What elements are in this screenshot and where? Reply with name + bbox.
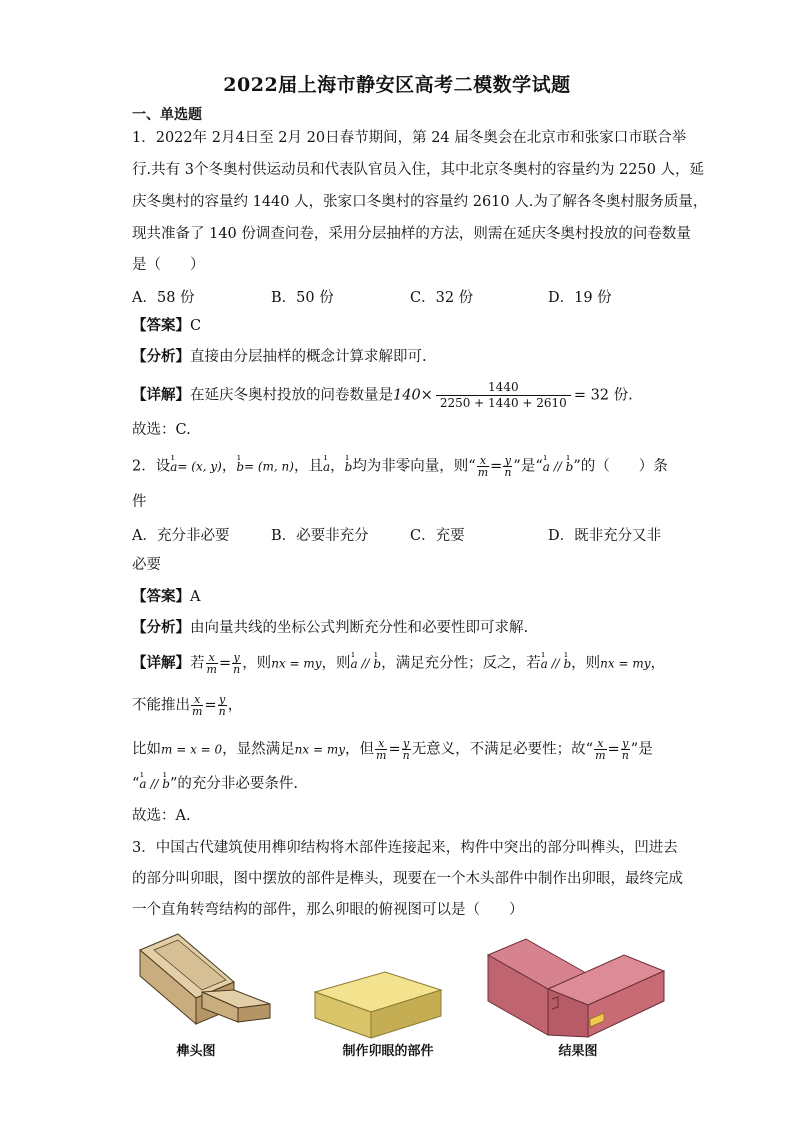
q1-analysis: 【分析】直接由分层抽样的概念计算求解即可. (132, 348, 427, 365)
q1-text-line-2: 行.共有 3个冬奥村供运动员和代表队官员入住，其中北京冬奥村的容量约为 2250 人，延 (132, 162, 705, 178)
section-heading: 一、单选题 (132, 107, 202, 123)
q1-option-a: A．58 份 (132, 290, 195, 306)
q2-option-d-cont: 必要 (132, 557, 161, 573)
q2-stem-line-2: 件 (132, 494, 147, 510)
q1-conclusion: 故选：C. (132, 422, 191, 438)
mortise-part-figure (313, 962, 443, 1040)
q2-answer: 【答案】A (132, 588, 201, 605)
q2-option-c: C．充要 (410, 528, 465, 544)
q3-text-line-2: 的部分叫卯眼，图中摆放的部件是榫头，现要在一个木头部件中制作出卯眼，最终完成 (132, 871, 683, 887)
result-caption: 结果图 (558, 1044, 598, 1059)
q2-conclusion: 故选：A. (132, 808, 191, 824)
q1-text-line-4: 现共准备了 140 份调查问卷，采用分层抽样的方法，则需在延庆冬奥村投放的问卷数量 (132, 226, 691, 242)
q1-answer: 【答案】C (132, 317, 202, 334)
q1-option-d: D．19 份 (548, 290, 612, 306)
page-title: 2022届上海市静安区高考二模数学试题 (223, 74, 571, 96)
q1-fraction: $\frac{1440}{2250 + 1440 + 2610}$ (436, 380, 571, 411)
q1-text-line-3: 庆冬奥村的容量约 1440 人，张家口冬奥村的容量约 2610 人.为了解各冬奥村服务质量， (132, 194, 708, 210)
result-figure (486, 937, 668, 1037)
tenon-caption: 榫头图 (176, 1044, 216, 1059)
q3-text-line-3: 一个直角转弯结构的部件，那么卯眼的俯视图可以是（ ） (132, 902, 524, 918)
q2-stem-line-1: 2．设ı a= (x, y)，ı b= (m, n)，且ı a，ı b均为非零向量，则“ $\frac{x}{m}$ = $\frac{y}{n}$ ”是“ı a // ı b”的（ ）条 (132, 455, 668, 478)
q2-detail-line-2: 不能推出 $\frac{x}{m}$ = $\frac{y}{n}$ ， (132, 693, 243, 718)
q1-option-b: B．50 份 (271, 290, 334, 306)
q2-option-a: A．充分非必要 (132, 528, 230, 544)
q2-option-d: D．既非充分又非 (548, 528, 662, 544)
tenon-figure (136, 932, 276, 1027)
q1-text-line-5: 是（ ） (132, 257, 205, 273)
q2-analysis: 【分析】由向量共线的坐标公式判断充分性和必要性即可求解. (132, 619, 529, 636)
q2-detail-line-4: “ı a // ı b”的充分非必要条件. (132, 774, 298, 794)
q1-text-line-1: 1．2022年 2月4日至 2月 20日春节期间，第 24 届冬奥会在北京市和张家口市联合举 (132, 130, 687, 146)
q1-option-c: C．32 份 (410, 290, 474, 306)
mortise-part-caption: 制作卯眼的部件 (342, 1044, 434, 1059)
q2-detail-line-3: 比如m = x = 0，显然满足nx = my，但 $\frac{x}{m}$ = $\frac{y}{n}$ 无意义，不满足必要性；故“ $\frac{x}{m}$ = $\frac{y}{n}$ ”是 (132, 737, 653, 762)
q2-detail-line-1: 【详解】若 $\frac{x}{m}$ = $\frac{y}{n}$ ，则nx = my，则ı a // ı b，满足充分性；反之，若ı a // ı b，则nx = my， (132, 652, 665, 675)
q1-detail: 【详解】在延庆冬奥村投放的问卷数量是140× $\frac{1440}{2250 + 1440 + 2610}$ = 32 份. (132, 380, 633, 410)
q2-option-b: B．必要非充分 (271, 528, 369, 544)
q3-text-line-1: 3．中国古代建筑使用榫卯结构将木部件连接起来，构件中突出的部分叫榫头，凹进去 (132, 840, 678, 856)
